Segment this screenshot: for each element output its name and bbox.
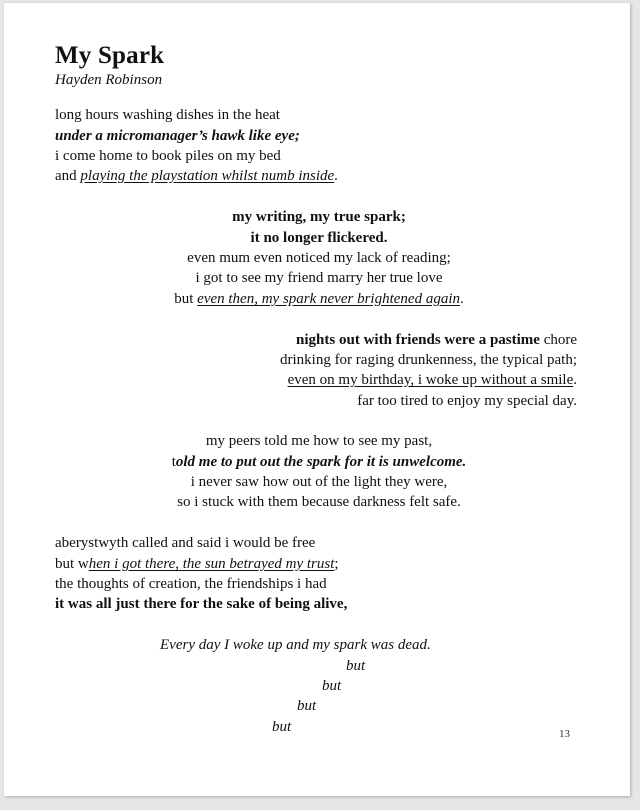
stanza2-line1: my writing, my true spark; — [232, 209, 406, 225]
stanza3-line1-bold: nights out with friends were a pastime — [296, 332, 540, 348]
stanza3-line4: far too tired to enjoy my special day. — [357, 393, 577, 409]
stanza2-line3: even mum even noticed my lack of reading; — [187, 250, 451, 266]
stanza1-line4 — [55, 166, 338, 186]
poem-title: My Spark — [55, 42, 165, 69]
stanza3-line1-end: chore — [539, 332, 577, 348]
stanza5-line1: aberystwyth called and said i would be free — [55, 535, 316, 551]
stanza3-line3 — [288, 370, 577, 390]
stanza5-line2 — [55, 554, 339, 574]
poem-author: Hayden Robinson — [55, 72, 163, 88]
page-number: 13 — [559, 728, 570, 740]
stanza3-line2: drinking for raging drunkenness, the typical path; — [279, 352, 577, 368]
stanza5-line2-start: but w — [55, 556, 89, 572]
stanza5-line3: the thoughts of creation, the friendships i had — [55, 576, 327, 592]
stanza3-line3-underlined: even on my birthday, i woke up without a smile — [287, 372, 574, 388]
stanza2-line5-start: but — [174, 291, 198, 307]
stanza4-line1: my peers told me how to see my past, — [205, 433, 433, 449]
stanza2-line4: i got to see my friend marry her true love — [195, 270, 443, 286]
stanza2-line5 — [0, 289, 638, 309]
stanza1-line4-underlined: playing the playstation whilst numb inside — [80, 168, 335, 184]
ending-but-1: but — [346, 658, 366, 674]
stanza4-line2-start: t — [171, 454, 176, 470]
stanza3-line1 — [296, 330, 577, 350]
stanza1-line3: i come home to book piles on my bed — [55, 148, 281, 164]
stanza4-line3: i never saw how out of the light they were, — [190, 474, 448, 490]
ending-but-2: but — [322, 678, 342, 694]
ending-but-4: but — [272, 719, 292, 735]
stanza2-line5-end: . — [460, 291, 464, 307]
stanza1-line1: long hours washing dishes in the heat — [55, 107, 280, 123]
stanza1-line4-start: and — [55, 168, 81, 184]
ending-but-3: but — [297, 698, 317, 714]
stanza5-line2-end: ; — [334, 556, 339, 572]
stanza3-line3-end: . — [573, 372, 577, 388]
stanza2-line2: it no longer flickered. — [250, 230, 388, 246]
stanza4-line2 — [0, 452, 638, 472]
stanza1-line2: under a micromanager’s hawk like eye; — [55, 128, 300, 144]
stanza1-line4-end: . — [334, 168, 338, 184]
stanza5-line2-underlined: hen i got there, the sun betrayed my trust — [88, 556, 335, 572]
stanza2-line5-underlined: even then, my spark never brightened again — [197, 291, 460, 307]
stanza5-line4: it was all just there for the sake of being alive, — [55, 596, 348, 612]
ending-line: Every day I woke up and my spark was dead. — [160, 637, 431, 653]
stanza4-line2-bold-italic: old me to put out the spark for it is unwelcome. — [175, 454, 467, 470]
stanza4-line4: so i stuck with them because darkness felt safe. — [177, 494, 461, 510]
